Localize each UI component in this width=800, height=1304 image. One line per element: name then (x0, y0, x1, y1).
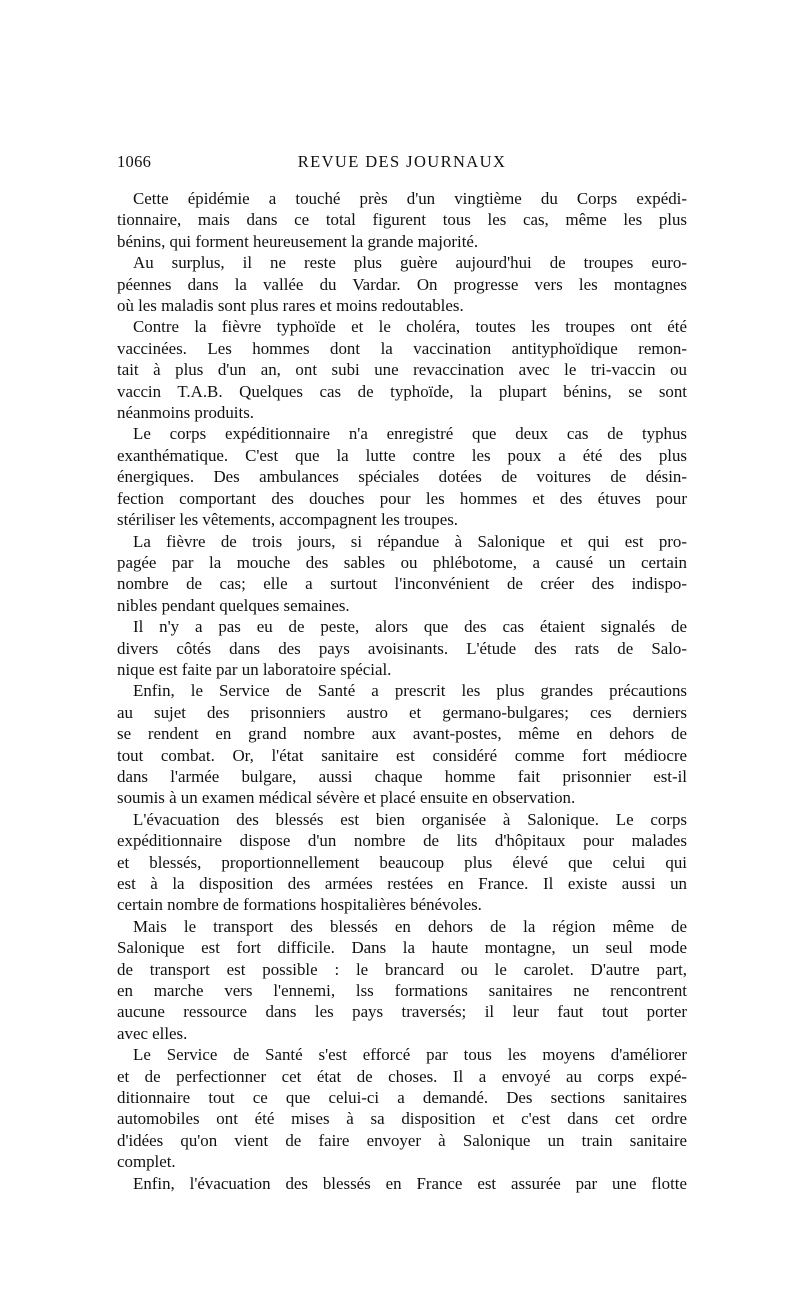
text-line: se rendent en grand nombre aux avant-postes, même en dehors de (117, 724, 687, 744)
text-line: où les maladis sont plus rares et moins redoutables. (117, 296, 464, 316)
text-line: en marche vers l'ennemi, lss formations sanitaires ne rencontrent (117, 981, 687, 1001)
text-line: est à la disposition des armées restées en France. Il existe aussi un (117, 874, 687, 893)
text-line: et de perfectionner cet état de choses. Il a envoyé au corps expé- (117, 1066, 687, 1086)
text-line: fection comportant des douches pour les hommes et des étuves pour (117, 488, 687, 508)
text-line: Le corps expéditionnaire n'a enregistré que deux cas de typhus (133, 424, 687, 444)
text-line: énergiques. Des ambulances spéciales dotées de voitures de désin- (117, 467, 687, 487)
text-line: tout combat. Or, l'état sanitaire est considéré comme fort médiocre (117, 745, 687, 765)
text-line: L'évacuation des blessés est bien organisée à Salonique. Le corps (133, 809, 687, 829)
text-line: bénins, qui forment heureusement la grande majorité. (117, 231, 479, 251)
text-line: nibles pendant quelques semaines. (117, 595, 350, 615)
text-line: Salonique est fort difficile. Dans la haute montagne, un seul mode (117, 938, 687, 958)
text-line: Enfin, le Service de Santé a prescrit les plus grandes précautions (133, 681, 687, 701)
text-line: d'idées qu'on vient de faire envoyer à Salonique un train sanitaire (117, 1130, 687, 1150)
text-line: complet. (117, 1152, 176, 1172)
text-line: vaccin T.A.B. Quelques cas de typhoïde, la plupart bénins, se sont (117, 381, 687, 401)
text-line: certain nombre de formations hospitalières bénévoles. (117, 895, 482, 915)
page-number: 1066 (117, 152, 152, 171)
text-line: vaccinées. Les hommes dont la vaccination antityphoïdique remon- (117, 338, 687, 358)
text-line: stériliser les vêtements, accompagnent les troupes. (117, 510, 458, 530)
text-line: néanmoins produits. (117, 403, 254, 423)
text-line: nique est faite par un laboratoire spécial. (117, 659, 392, 679)
text-line: automobiles ont été mises à sa disposition et c'est dans cet ordre (117, 1109, 687, 1129)
text-line: aucune ressource dans les pays traversés; il leur faut tout porter (117, 1002, 687, 1022)
running-head (117, 152, 687, 176)
text-line: dans l'armée bulgare, aussi chaque homme fait prisonnier est-il (117, 766, 687, 786)
journal-title: REVUE DES JOURNAUX (297, 152, 507, 171)
text-line: Enfin, l'évacuation des blessés en France est assurée par une flotte (133, 1173, 687, 1193)
text-line: tait à plus d'un an, ont subi une revaccination avec le tri-vaccin ou (117, 360, 687, 380)
text-line: et blessés, proportionnellement beaucoup plus élevé que celui qui (117, 852, 687, 872)
text-line: nombre de cas; elle a surtout l'inconvénient de créer des indispo- (117, 574, 687, 594)
text-line: expéditionnaire dispose d'un nombre de lits d'hôpitaux pour malades (117, 831, 687, 851)
text-line: pagée par la mouche des sables ou phlébotome, a causé un certain (117, 552, 687, 572)
text-line: péennes dans la vallée du Vardar. On progresse vers les montagnes (117, 274, 687, 294)
text-line: Contre la fièvre typhoïde et le choléra, toutes les troupes ont été (133, 317, 687, 337)
text-line: de transport est possible : le brancard ou le carolet. D'autre part, (117, 959, 687, 979)
text-line: Il n'y a pas eu de peste, alors que des cas étaient signalés de (133, 617, 687, 637)
text-line: Le Service de Santé s'est efforcé par tous les moyens d'améliorer (133, 1045, 687, 1065)
text-line: avec elles. (117, 1023, 188, 1043)
text-line: Au surplus, il ne reste plus guère aujourd'hui de troupes euro- (133, 253, 687, 273)
article-text (117, 188, 687, 1194)
text-line: soumis à un examen médical sévère et placé ensuite en observation. (117, 788, 576, 808)
text-line: ditionnaire tout ce que celui-ci a demandé. Des sections sanitaires (117, 1088, 687, 1108)
text-line: tionnaire, mais dans ce total figurent tous les cas, même les plus (117, 210, 687, 230)
text-line: au sujet des prisonniers austro et germano-bulgares; ces derniers (117, 702, 687, 722)
text-line: Cette épidémie a touché près d'un vingtième du Corps expédi- (133, 189, 687, 208)
text-line: exanthématique. C'est que la lutte contre les poux a été des plus (117, 445, 687, 465)
text-line: La fièvre de trois jours, si répandue à Salonique et qui est pro- (133, 531, 687, 551)
text-line: Mais le transport des blessés en dehors de la région même de (133, 916, 687, 936)
text-line: divers côtés dans des pays avoisinants. L'étude des rats de Salo- (117, 638, 687, 658)
